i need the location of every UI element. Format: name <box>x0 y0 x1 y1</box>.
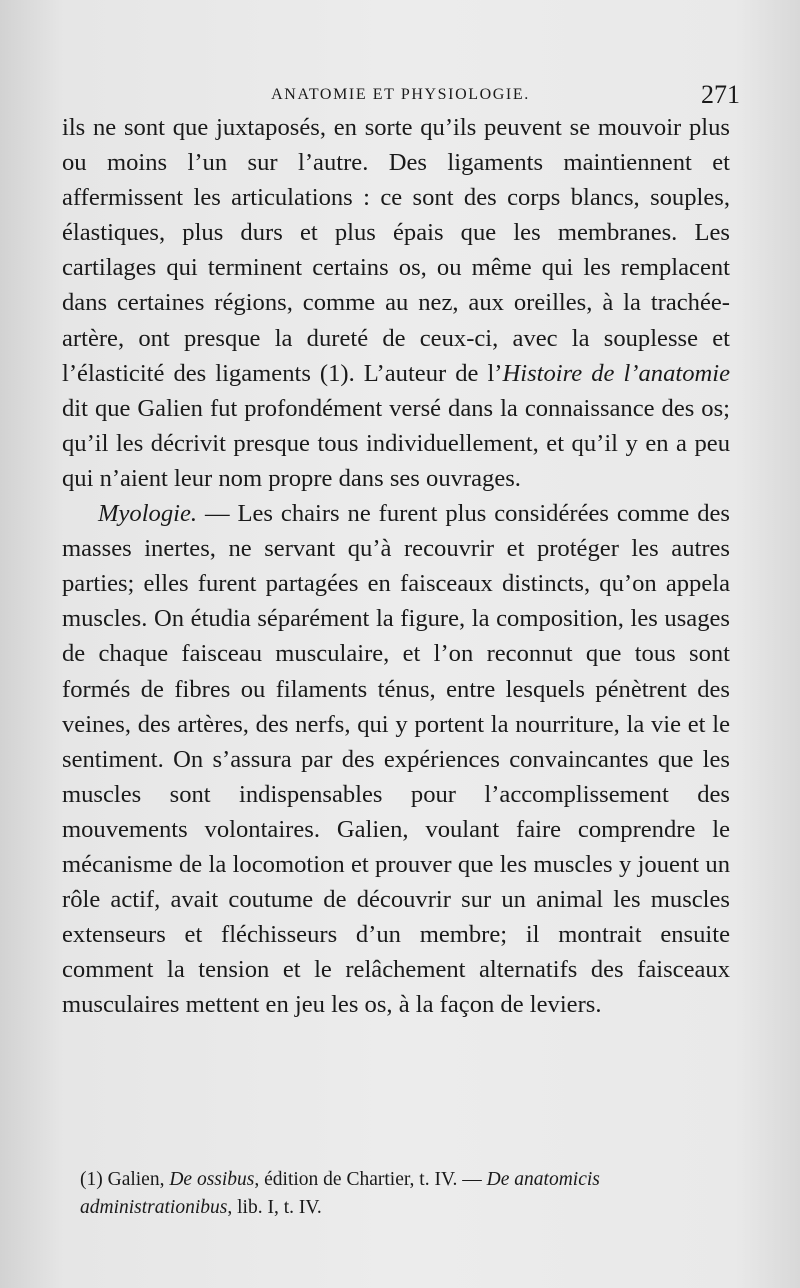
paragraph-osteology <box>62 110 730 496</box>
paragraph-text: dit que Galien fut profondément versé dans la connaissance des os; qu’il les décrivit presque tous individuellement, et qu’il y en a peu qui n’aient leur nom propre dans ses ouvrages. <box>62 394 730 492</box>
body-text <box>62 110 730 1022</box>
paragraph-myology <box>62 496 730 1022</box>
footnote-marker: (1) Galien, <box>80 1169 170 1190</box>
footnote-text: , lib. I, t. IV. <box>227 1197 322 1218</box>
running-head: ANATOMIE ET PHYSIOLOGIE. <box>271 86 530 103</box>
page-number: 271 <box>701 80 740 109</box>
paragraph-text: ils ne sont que juxtaposés, en sorte qu’ils peuvent se mouvoir plus ou moins l’un sur l’autre. Des ligaments maintiennent et affermissent les articulations : ce sont des corps blancs, souples, élastiques, plus durs et plus épais que les membranes. Les cartilages qui terminent certains os, ou même qui les remplacent dans certaines régions, comme au nez, aux oreilles, à la trachée-artère, ont presque la dureté de ceux-ci, avec la souplesse et l’élasticité des ligaments (1). L’auteur de l’ <box>62 114 730 387</box>
paragraph-text: — Les chairs ne furent plus considérées comme des masses inertes, ne servant qu’à recouvrir et protéger les autres parties; elles furent partagées en faisceaux distincts, qu’on appela muscles. On étudia séparément la figure, la composition, les usages de chaque faisceau musculaire, et l’on reconnut que tous sont formés de fibres ou filaments ténus, entre lesquels pénètrent des veines, des artères, des nerfs, qui y portent la nourriture, la vie et le sentiment. On s’assura par des expériences convaincantes que les muscles sont indispensables pour l’accomplissement des mouvements volontaires. Galien, voulant faire comprendre le mécanisme de la locomotion et prouver que les muscles y jouent un rôle actif, avait coutume de découvrir sur un animal les muscles extenseurs et fléchisseurs d’un membre; il montrait ensuite comment la tension et le relâchement alternatifs des faisceaux musculaires mettent en jeu les os, à la façon de leviers. <box>62 500 730 1019</box>
footnote <box>80 1166 736 1222</box>
footnote-work-title: De ossibus <box>169 1169 255 1190</box>
section-heading: Myologie. <box>98 500 198 528</box>
italic-title: Histoire de l’anatomie <box>502 359 731 387</box>
page-header <box>60 76 740 109</box>
footnote-text: , édition de Chartier, t. IV. — <box>254 1169 487 1190</box>
footnote-work-title: De anatomicis administrationibus <box>80 1169 600 1218</box>
